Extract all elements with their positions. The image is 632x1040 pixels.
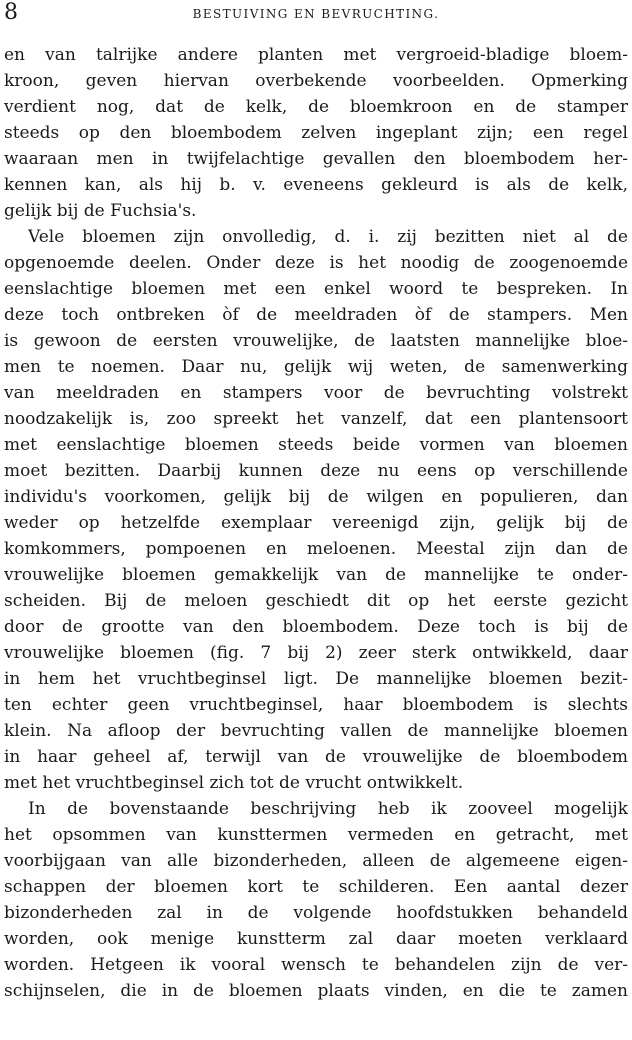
- text-line: klein. Na afloop der bevruchting vallen de mannelijke bloemen: [4, 721, 628, 741]
- text-line: steeds op den bloembodem zelven ingeplant zijn; een regel: [4, 123, 628, 143]
- text-line: deze toch ontbreken òf de meeldraden òf de stampers. Men: [4, 305, 628, 325]
- text-line: voorbijgaan van alle bizonderheden, alleen de algemeene eigen-: [4, 851, 628, 871]
- text-line: individu's voorkomen, gelijk bij de wilgen en populieren, dan: [4, 487, 628, 507]
- text-line: Vele bloemen zijn onvolledig, d. i. zij bezitten niet al de: [28, 227, 628, 247]
- text-line: met het vruchtbeginsel zich tot de vrucht ontwikkelt.: [4, 773, 464, 793]
- page-header: [0, 0, 632, 26]
- text-line: moet bezitten. Daarbij kunnen deze nu eens op verschillende: [4, 461, 628, 481]
- text-line: met eenslachtige bloemen steeds beide vormen van bloemen: [4, 435, 628, 455]
- text-line: komkommers, pompoenen en meloenen. Meestal zijn dan de: [4, 539, 628, 559]
- text-line: van meeldraden en stampers voor de bevruchting volstrekt: [4, 383, 628, 403]
- text-line: waaraan men in twijfelachtige gevallen den bloembodem her-: [4, 149, 628, 169]
- text-line: het opsommen van kunsttermen vermeden en getracht, met: [4, 825, 628, 845]
- text-line: in hem het vruchtbeginsel ligt. De mannelijke bloemen bezit-: [4, 669, 628, 689]
- text-line: door de grootte van den bloembodem. Deze toch is bij de: [4, 617, 628, 637]
- text-line: worden, ook menige kunstterm zal daar moeten verklaard: [4, 929, 628, 949]
- text-line: vrouwelijke bloemen gemakkelijk van de mannelijke te onder-: [4, 565, 628, 585]
- text-line: men te noemen. Daar nu, gelijk wij weten, de samenwerking: [4, 357, 628, 377]
- text-line: ten echter geen vruchtbeginsel, haar bloembodem is slechts: [4, 695, 628, 715]
- text-line: kennen kan, als hij b. v. eveneens gekleurd is als de kelk,: [4, 175, 628, 195]
- text-line: gelijk bij de Fuchsia's.: [4, 201, 197, 221]
- text-line: worden. Hetgeen ik vooral wensch te behandelen zijn de ver-: [4, 955, 628, 975]
- text-line: In de bovenstaande beschrijving heb ik zooveel mogelijk: [28, 799, 628, 819]
- text-line: bizonderheden zal in de volgende hoofdstukken behandeld: [4, 903, 628, 923]
- text-line: en van talrijke andere planten met vergroeid-bladige bloem-: [4, 45, 628, 65]
- text-line: verdient nog, dat de kelk, de bloemkroon en de stamper: [4, 97, 628, 117]
- text-line: weder op hetzelfde exemplaar vereenigd zijn, gelijk bij de: [4, 513, 628, 533]
- text-line: eenslachtige bloemen met een enkel woord te bespreken. In: [4, 279, 628, 299]
- text-line: schijnselen, die in de bloemen plaats vinden, en die te zamen: [4, 981, 628, 1001]
- text-line: vrouwelijke bloemen (fig. 7 bij 2) zeer sterk ontwikkeld, daar: [4, 643, 628, 663]
- page-number: 8: [4, 0, 18, 25]
- running-title: BESTUIVING EN BEVRUCHTING.: [192, 7, 440, 21]
- text-line: scheiden. Bij de meloen geschiedt dit op het eerste gezicht: [4, 591, 628, 611]
- text-line: schappen der bloemen kort te schilderen. Een aantal dezer: [4, 877, 628, 897]
- text-line: kroon, geven hiervan overbekende voorbeelden. Opmerking: [4, 71, 628, 91]
- text-line: noodzakelijk is, zoo spreekt het vanzelf, dat een plantensoort: [4, 409, 628, 429]
- text-line: is gewoon de eersten vrouwelijke, de laatsten mannelijke bloe-: [4, 331, 628, 351]
- text-line: opgenoemde deelen. Onder deze is het noodig de zoogenoemde: [4, 253, 628, 273]
- text-line: in haar geheel af, terwijl van de vrouwelijke de bloembodem: [4, 747, 628, 767]
